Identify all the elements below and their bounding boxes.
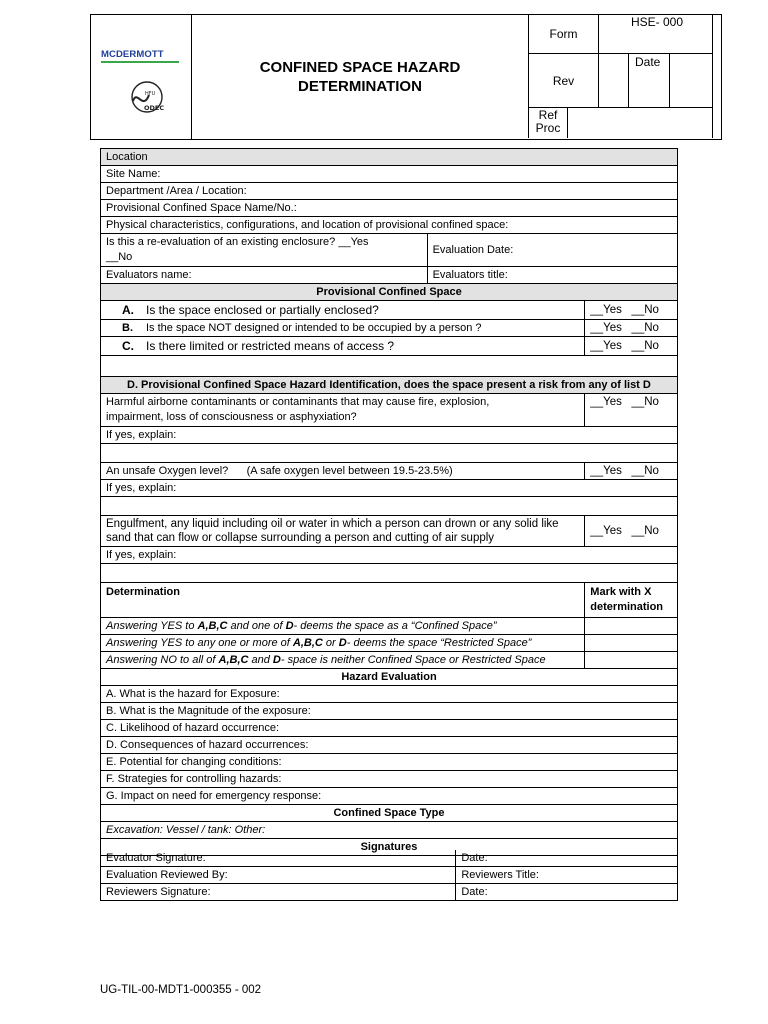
hazard-id-section-header xyxy=(101,377,678,394)
rule-bold: A,B,C xyxy=(218,654,249,666)
rule-bold: D xyxy=(272,654,281,666)
yes-option[interactable]: __Yes xyxy=(590,525,622,537)
mark-label-1: Mark with X xyxy=(590,586,652,598)
document-title xyxy=(192,15,528,139)
logo-sub-text: HFU xyxy=(145,91,156,97)
date-value-cell[interactable] xyxy=(669,53,713,108)
question-b-row xyxy=(101,320,678,337)
logo-sub2-text: ODEC xyxy=(144,104,165,112)
no-option[interactable]: __No xyxy=(631,340,659,352)
hazard-item-row xyxy=(101,394,678,427)
hazard-item-text: Engulfment, any liquid including oil or water in which a person can drown or any solid like xyxy=(106,518,559,530)
no-option[interactable]: __No xyxy=(631,396,659,408)
question-a-answer[interactable] xyxy=(585,301,678,320)
form-label: Form xyxy=(549,26,578,41)
rule-bold: A,B,C xyxy=(292,637,323,649)
hazard-item-row xyxy=(101,463,678,480)
evaluators-name-field[interactable]: Evaluators name: xyxy=(101,267,428,284)
spacer-row xyxy=(101,356,678,377)
spacer-row xyxy=(101,564,678,583)
explain-field[interactable]: If yes, explain: xyxy=(101,480,678,497)
reviewed-by-field[interactable]: Evaluation Reviewed By: xyxy=(101,867,456,884)
title-line-1: CONFINED SPACE HAZARD xyxy=(259,59,461,76)
evaluator-signature-field[interactable]: Evaluator Signature: xyxy=(101,850,456,867)
hazard-eval-section-header xyxy=(101,669,678,686)
physical-characteristics-field[interactable]: Physical characteristics, configurations, and location of provisional confined space: xyxy=(101,217,678,234)
space-type-field[interactable]: Excavation: Vessel / tank: Other: xyxy=(101,822,678,839)
hazard-item-row xyxy=(101,516,678,547)
ref-proc-value-cell[interactable] xyxy=(567,107,713,138)
space-type-section-label: Confined Space Type xyxy=(101,805,678,822)
reevaluation-text-1: Is this a re-evaluation of an existing enclosure? __Yes xyxy=(106,236,369,248)
signatures-section-label: Signatures xyxy=(101,839,678,856)
company-logo xyxy=(91,15,192,139)
rule-text: - deems the space as a “Confined Space” xyxy=(293,620,497,632)
logo-underline xyxy=(101,61,179,63)
no-option[interactable]: __No xyxy=(631,465,659,477)
yes-option[interactable]: __Yes xyxy=(590,304,622,316)
spacer-row xyxy=(101,497,678,516)
form-label-cell xyxy=(528,14,599,54)
no-option[interactable]: __No xyxy=(631,525,659,537)
determination-header-row xyxy=(101,583,678,618)
no-option[interactable]: __No xyxy=(631,304,659,316)
yes-option[interactable]: __Yes xyxy=(590,396,622,408)
document-number: UG-TIL-00-MDT1-000355 - 002 xyxy=(100,984,262,996)
evaluator-date-field[interactable]: Date: xyxy=(456,850,678,867)
hazard-eval-row[interactable]: C. Likelihood of hazard occurrence: xyxy=(101,720,678,737)
ref-label: Ref xyxy=(538,108,558,122)
proc-label: Proc xyxy=(535,121,561,135)
determination-row xyxy=(101,635,678,652)
rule-text: and xyxy=(248,654,273,666)
hazard-id-section-label: D. Provisional Confined Space Hazard Identification, does the space present a risk from any of list D xyxy=(101,377,678,394)
department-field[interactable]: Department /Area / Location: xyxy=(101,183,678,200)
rule-bold: D xyxy=(285,620,294,632)
determination-row xyxy=(101,652,678,669)
explain-field[interactable]: If yes, explain: xyxy=(101,427,678,444)
sinopec-logo-icon xyxy=(127,71,171,119)
reevaluation-text-2: __No xyxy=(106,251,133,263)
hazard-eval-section-label: Hazard Evaluation xyxy=(101,669,678,686)
question-b-letter: B. xyxy=(122,322,133,334)
question-c-text: Is there limited or restricted means of access ? xyxy=(146,339,395,353)
hazard-item-answer[interactable] xyxy=(585,463,678,480)
signatures-table xyxy=(100,850,678,901)
rev-value-cell[interactable] xyxy=(598,53,629,108)
site-name-field[interactable]: Site Name: xyxy=(101,166,678,183)
hazard-eval-row[interactable]: F. Strategies for controlling hazards: xyxy=(101,771,678,788)
reviewers-title-field[interactable]: Reviewers Title: xyxy=(456,867,678,884)
rule-text: Answering YES to xyxy=(106,620,198,632)
logo-text: MCDERMOTT xyxy=(101,49,164,60)
rule-text: - space is neither Confined Space or Restricted Space xyxy=(280,654,546,666)
mark-label-2: determination xyxy=(590,601,664,613)
hazard-item-answer[interactable] xyxy=(585,516,678,547)
ref-proc-label-cell xyxy=(528,107,568,138)
question-c-letter: C. xyxy=(122,339,134,353)
date-label-cell xyxy=(628,53,670,108)
question-a-text: Is the space enclosed or partially enclosed? xyxy=(146,303,379,317)
location-section-header xyxy=(101,149,678,166)
reevaluation-field[interactable] xyxy=(101,234,428,267)
provisional-name-field[interactable]: Provisional Confined Space Name/No.: xyxy=(101,200,678,217)
spacer-row xyxy=(101,444,678,463)
rule-bold: A,B,C xyxy=(197,620,228,632)
determination-row xyxy=(101,618,678,635)
rev-label: Rev xyxy=(552,73,575,88)
location-label: Location xyxy=(101,149,678,166)
provisional-section-label: Provisional Confined Space xyxy=(101,284,678,301)
question-b-answer[interactable] xyxy=(585,320,678,337)
evaluation-date-field[interactable]: Evaluation Date: xyxy=(427,234,677,267)
hazard-item-answer[interactable] xyxy=(585,394,678,427)
rule-text: Answering YES to any one or more of xyxy=(106,637,293,649)
hazard-item-text: Harmful airborne contaminants or contaminants that may cause fire, explosion, xyxy=(106,396,490,408)
question-b-text: Is the space NOT designed or intended to be occupied by a person ? xyxy=(146,322,482,334)
question-a-row xyxy=(101,301,678,320)
date-label: Date xyxy=(635,55,661,69)
hazard-eval-row[interactable]: A. What is the hazard for Exposure: xyxy=(101,686,678,703)
reviewers-signature-field[interactable]: Reviewers Signature: xyxy=(101,884,456,901)
explain-field[interactable]: If yes, explain: xyxy=(101,547,678,564)
hazard-eval-row[interactable]: G. Impact on need for emergency response: xyxy=(101,788,678,805)
evaluators-title-field[interactable]: Evaluators title: xyxy=(427,267,677,284)
hazard-item-text: An unsafe Oxygen level? (A safe oxygen level between 19.5-23.5%) xyxy=(101,463,585,480)
question-c-row xyxy=(101,337,678,356)
provisional-section-header xyxy=(101,284,678,301)
rev-label-cell xyxy=(528,53,599,108)
hazard-eval-row[interactable]: E. Potential for changing conditions: xyxy=(101,754,678,771)
mark-cell[interactable] xyxy=(585,635,678,652)
hazard-eval-row[interactable]: B. What is the Magnitude of the exposure: xyxy=(101,703,678,720)
no-option[interactable]: __No xyxy=(631,322,659,334)
form-value-cell[interactable] xyxy=(598,14,713,54)
rule-bold: D xyxy=(338,637,347,649)
space-type-section-header xyxy=(101,805,678,822)
question-a-letter: A. xyxy=(122,303,134,317)
mark-cell[interactable] xyxy=(585,618,678,635)
determination-label: Determination xyxy=(101,583,585,618)
rule-text: or xyxy=(322,637,339,649)
document-header xyxy=(90,14,722,140)
form-value: HSE- 000 xyxy=(631,15,684,29)
hazard-item-text: impairment, loss of consciousness or asphyxiation? xyxy=(106,411,357,423)
yes-option[interactable]: __Yes xyxy=(590,340,622,352)
rule-text: - deems the space “Restricted Space” xyxy=(346,637,532,649)
yes-option[interactable]: __Yes xyxy=(590,465,622,477)
hazard-determination-form xyxy=(100,148,678,856)
hazard-eval-row[interactable]: D. Consequences of hazard occurrences: xyxy=(101,737,678,754)
yes-option[interactable]: __Yes xyxy=(590,322,622,334)
hazard-item-text: sand that can flow or collapse surrounding a person and cutting of air supply xyxy=(106,532,495,544)
rule-text: Answering NO to all of xyxy=(106,654,219,666)
rule-text: and one of xyxy=(227,620,286,632)
mark-cell[interactable] xyxy=(585,652,678,669)
question-c-answer[interactable] xyxy=(585,337,678,356)
title-line-2: DETERMINATION xyxy=(298,78,422,95)
reviewers-date-field[interactable]: Date: xyxy=(456,884,678,901)
